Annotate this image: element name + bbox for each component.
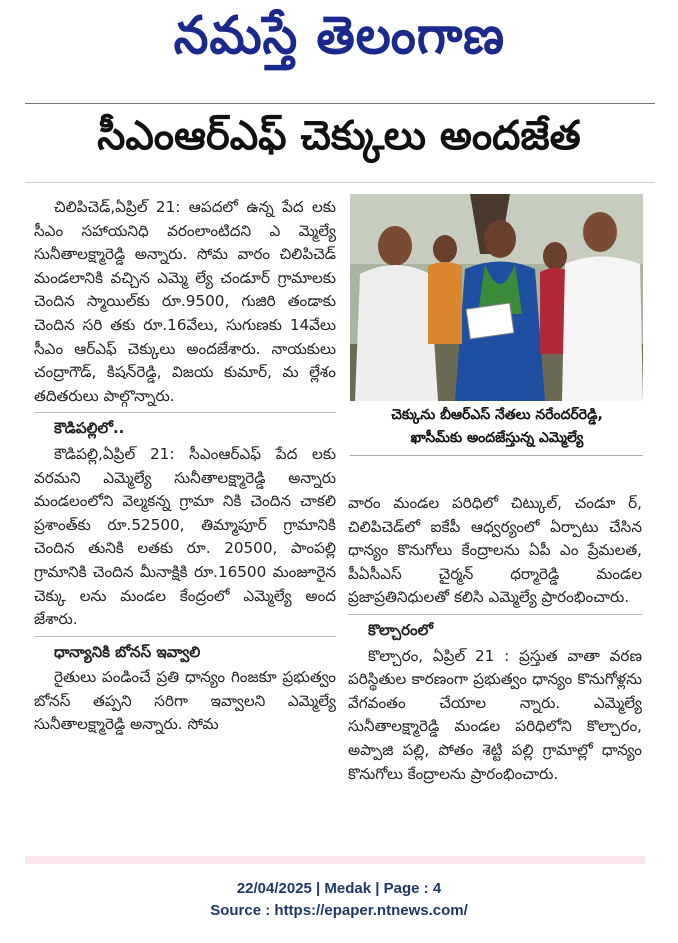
article-paragraph: చిలిపిచెడ్,ఏప్రిల్ 21: ఆపదలో ఉన్న పేద లకు సీఎం సహాయనిధి వరంలాంటిదని ఎ మ్మెల్యే సునీతాలక్ష్మారెడ్డి అన్నారు. సోమ వారం చిలిపిచెడ్ మండలానికి వచ్చిన ఎమ్మె ల్యే చండూర్ గ్రామాలకు చెందిన స్మాయిల్‌కు రూ.9500, గుజిరి తండాకు చెందిన సరి తకు రూ.16వేలు, సుగుణకు 14వేలు సీఎం ఆర్‌ఎఫ్ చెక్కులు అందజేశారు. నాయకులు చంద్రాగౌడ్, కిషన్‌రెడ్డి, విజయ కుమార్, మ ల్లేశం తదితరులు పాల్గొన్నారు.	[34, 198, 336, 405]
article-subhead: కౌడిపల్లిలో..	[54, 419, 125, 438]
article-paragraph: రైతులు పండించే ప్రతి ధాన్యం గింజకూ ప్రభుత్వం బోనస్ తప్పని సరిగా ఇవ్వాలని ఎమ్మెల్యే సునీతాలక్ష్మారెడ్డి అన్నారు. సోమ	[34, 668, 336, 734]
footer-source-line: Source : https://epaper.ntnews.com/	[210, 902, 468, 919]
masthead-divider	[25, 103, 655, 104]
section-divider	[34, 412, 336, 413]
article-subhead: కొల్చారంలో	[368, 620, 434, 639]
caption-divider	[350, 455, 643, 456]
article-right-column	[348, 492, 642, 786]
section-divider	[34, 636, 336, 637]
section-divider	[348, 614, 642, 615]
article-left-column	[34, 196, 336, 737]
footer-date-line: 22/04/2025 | Medak | Page : 4	[236, 880, 442, 897]
headline-divider	[25, 182, 655, 183]
article-subhead: ధాన్యానికి బోనస్ ఇవ్వాలి	[54, 642, 201, 661]
article-headline: సీఎంఆర్‌ఎఫ్ చెక్కులు అందజేత	[97, 113, 581, 159]
article-paragraph: వారం మండల పరిధిలో చిట్కుల్, చండూ ర్, చిలిపిచెడ్‌లో ఐకేపీ ఆధ్వర్యంలో ఏర్పాటు చేసిన ధాన్యం కొనుగోలు కేంద్రాలను ఏపీ ఎం ప్రేమలత, పీఏసీఎస్ చైర్మన్ ధర్మారెడ్డి మండల ప్రజాప్రతినిధులతో కలిసి ఎమ్మెల్యే ప్రారంభించారు.	[348, 494, 642, 607]
masthead	[0, 0, 678, 80]
photo-caption-line: చెక్కును బీఆర్‌ఎస్ నేతలు నరేందర్‌రెడ్డి,	[391, 407, 603, 423]
page-footer	[0, 878, 678, 922]
article-paragraph: కొల్చారం, ఏప్రిల్ 21 : ప్రస్తుత వాతా వరణ పరిస్థితుల కారణంగా ప్రభుత్వం ధాన్యం కొనుగోళ్లను వేగవంతం చేయాల న్నారు. ఎమ్మెల్యే సునీతాలక్ష్మారెడ్డి మండల పరిధిలోని కొల్చారం, అప్పాజి పల్లి, పోతం శెట్టి పల్లి గ్రామాల్లో ధాన్యం కొనుగోలు కేంద్రాలను ప్రారంభించారు.	[348, 646, 642, 783]
photo-illustration	[350, 194, 643, 401]
photo-caption-line: ఖాసీమ్‌కు అందజేస్తున్న ఎమ్మెల్యే	[410, 430, 584, 446]
article-photo	[350, 194, 643, 401]
accent-band	[25, 856, 645, 864]
article-paragraph: కౌడిపల్లి,ఏప్రిల్ 21: సీఎంఆర్‌ఎఫ్ పేద లకు వరమని ఎమ్మెల్యే సునీతాలక్ష్మారెడ్డి అన్నారు మండలంలోని వెల్మకన్న గ్రామా నికి చెందిన చాకలి ప్రశాంత్‌కు రూ.52500, తిమ్మాపూర్ గ్రామానికి చెందిన తునికి లతకు రూ. 20500, పాంపల్లి గ్రామానికి చెందిన మీనాక్షికి రూ.16500 మంజూరైన చెక్కు లను మండల కేంద్రంలో ఎమ్మెల్యే అంద జేశారు.	[34, 444, 336, 629]
photo-caption	[352, 404, 642, 450]
masthead-title: నమస్తే తెలంగాణ	[173, 6, 505, 66]
